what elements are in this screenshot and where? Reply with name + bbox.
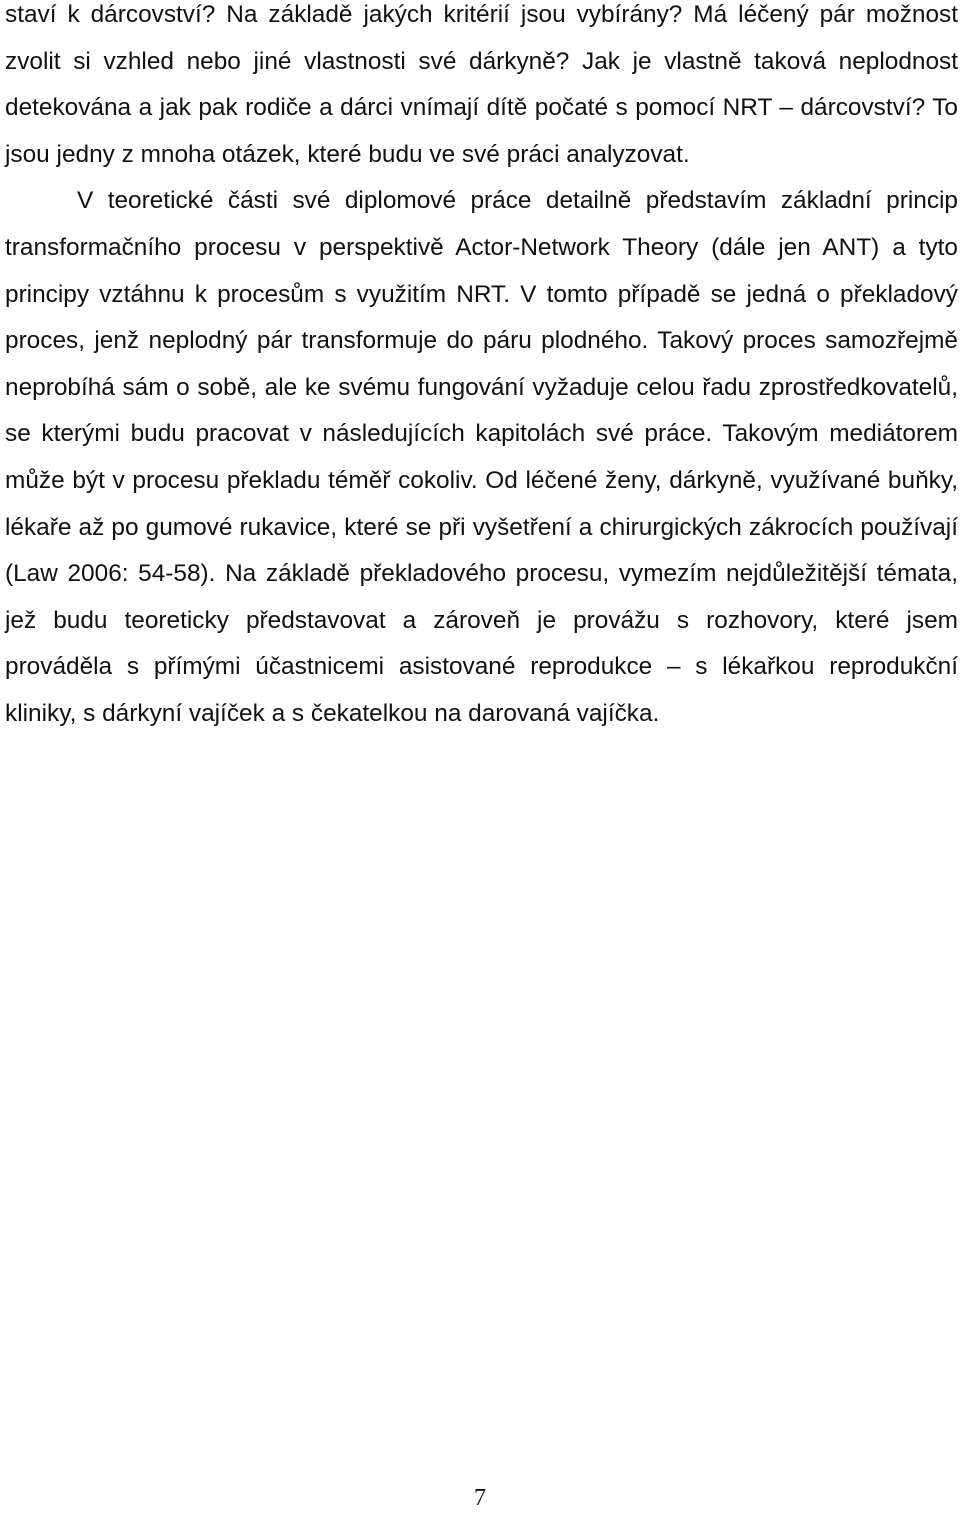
body-text [5, 0, 958, 738]
paragraph-main: V teoretické části své diplomové práce detailně představím základní princip transformačního procesu v perspektivě Actor-Network Theory (dále jen ANT) a tyto principy vztáhnu k procesům s využitím NRT. V tomto případě se jedná o překladový proces, jenž neplodný pár transformuje do páru plodného. Takový proces samozřejmě neprobíhá sám o sobě, ale ke svému fungování vyžaduje celou řadu zprostředkovatelů, se kterými budu pracovat v následujících kapitolách své práce. Takovým mediátorem může být v procesu překladu téměř cokoliv. Od léčené ženy, dárkyně, využívané buňky, lékaře až po gumové rukavice, které se při vyšetření a chirurgických zákrocích používají (Law 2006: 54-58). Na základě překladového procesu, vymezím nejdůležitější témata, jež budu teoreticky představovat a zároveň je provážu s rozhovory, které jsem prováděla s přímými účastnicemi asistované reprodukce – s lékařkou reprodukční kliniky, s dárkyní vajíček a s čekatelkou na darovaná vajíčka. [5, 187, 958, 727]
paragraph-continued: staví k dárcovství? Na základě jakých kritérií jsou vybírány? Má léčený pár možnost zvolit si vzhled nebo jiné vlastnosti své dárkyně? Jak je vlastně taková neplodnost detekována a jak pak rodiče a dárci vnímají dítě počaté s pomocí NRT – dárcovství? To jsou jedny z mnoha otázek, které budu ve své práci analyzovat. [5, 1, 958, 168]
page-number: 7 [474, 1485, 486, 1511]
